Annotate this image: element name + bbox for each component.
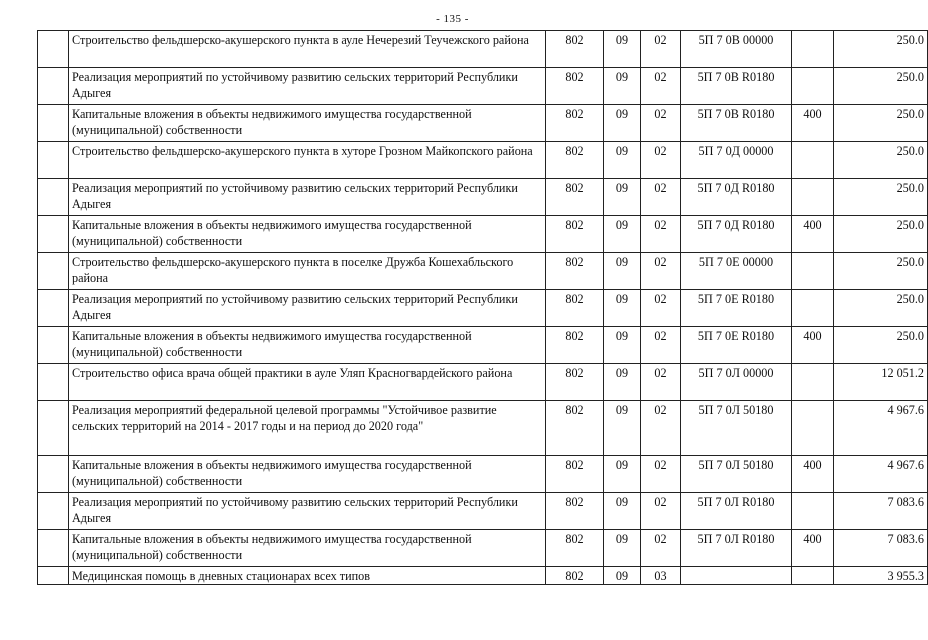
expense-type-cell [792,68,834,105]
ministry-code-cell: 802 [546,493,604,530]
item-name-cell: Строительство фельдшерско-акушерского пункта в поселке Дружба Кошехабльского района [69,253,546,290]
target-article-cell: 5П 7 0Е R0180 [681,290,792,327]
row-index-cell [38,31,69,68]
item-name-cell: Капитальные вложения в объекты недвижимого имущества государственной (муниципальной) собственности [69,216,546,253]
section-code-cell: 09 [604,31,641,68]
row-index-cell [38,567,69,585]
table-row [38,456,928,493]
row-index-cell [38,216,69,253]
item-name-cell: Реализация мероприятий по устойчивому развитию сельских территорий Республики Адыгея [69,493,546,530]
table-row [38,401,928,456]
expense-type-cell: 400 [792,456,834,493]
ministry-code-cell: 802 [546,105,604,142]
row-index-cell [38,456,69,493]
ministry-code-cell: 802 [546,142,604,179]
row-index-cell [38,290,69,327]
row-index-cell [38,253,69,290]
ministry-code-cell: 802 [546,179,604,216]
target-article-cell: 5П 7 0В 00000 [681,31,792,68]
subsection-code-cell: 02 [641,216,681,253]
item-name-cell: Строительство фельдшерско-акушерского пункта в ауле Нечерезий Теучежского района [69,31,546,68]
subsection-code-cell: 02 [641,493,681,530]
ministry-code-cell: 802 [546,31,604,68]
subsection-code-cell: 02 [641,68,681,105]
ministry-code-cell: 802 [546,364,604,401]
table-row [38,142,928,179]
item-name-cell: Реализация мероприятий по устойчивому развитию сельских территорий Республики Адыгея [69,179,546,216]
page-number: - 135 - [436,13,469,25]
item-name-cell: Капитальные вложения в объекты недвижимого имущества государственной (муниципальной) собственности [69,105,546,142]
amount-cell: 4 967.6 [834,456,928,493]
table-row [38,216,928,253]
section-code-cell: 09 [604,530,641,567]
expense-type-cell: 400 [792,327,834,364]
expense-type-cell [792,142,834,179]
amount-cell: 250.0 [834,253,928,290]
table-row [38,68,928,105]
item-name-cell: Капитальные вложения в объекты недвижимого имущества государственной (муниципальной) собственности [69,327,546,364]
target-article-cell: 5П 7 0Л R0180 [681,493,792,530]
section-code-cell: 09 [604,142,641,179]
section-code-cell: 09 [604,105,641,142]
subsection-code-cell: 02 [641,364,681,401]
subsection-code-cell: 02 [641,31,681,68]
subsection-code-cell: 02 [641,253,681,290]
section-code-cell: 09 [604,216,641,253]
ministry-code-cell: 802 [546,216,604,253]
amount-cell: 250.0 [834,105,928,142]
subsection-code-cell: 03 [641,567,681,585]
table-row [38,364,928,401]
target-article-cell: 5П 7 0Л R0180 [681,530,792,567]
item-name-cell: Реализация мероприятий по устойчивому развитию сельских территорий Республики Адыгея [69,68,546,105]
section-code-cell: 09 [604,401,641,456]
ministry-code-cell: 802 [546,68,604,105]
section-code-cell: 09 [604,456,641,493]
section-code-cell: 09 [604,364,641,401]
amount-cell: 250.0 [834,142,928,179]
expense-type-cell [792,567,834,585]
section-code-cell: 09 [604,567,641,585]
item-name-cell: Капитальные вложения в объекты недвижимого имущества государственной (муниципальной) собственности [69,530,546,567]
target-article-cell [681,567,792,585]
subsection-code-cell: 02 [641,530,681,567]
table-row [38,105,928,142]
table-row [38,567,928,585]
item-name-cell: Строительство офиса врача общей практики в ауле Уляп Красногвардейского района [69,364,546,401]
amount-cell: 250.0 [834,327,928,364]
ministry-code-cell: 802 [546,456,604,493]
item-name-cell: Реализация мероприятий федеральной целевой программы "Устойчивое развитие сельских территорий на 2014 - 2017 годы и на период до 2020 года" [69,401,546,456]
expense-type-cell: 400 [792,105,834,142]
table-row [38,31,928,68]
section-code-cell: 09 [604,493,641,530]
expense-type-cell [792,493,834,530]
expense-type-cell [792,253,834,290]
target-article-cell: 5П 7 0Д R0180 [681,216,792,253]
amount-cell: 12 051.2 [834,364,928,401]
subsection-code-cell: 02 [641,456,681,493]
expense-type-cell: 400 [792,530,834,567]
expense-type-cell [792,31,834,68]
target-article-cell: 5П 7 0Л 00000 [681,364,792,401]
amount-cell: 7 083.6 [834,493,928,530]
section-code-cell: 09 [604,68,641,105]
target-article-cell: 5П 7 0Л 50180 [681,401,792,456]
row-index-cell [38,142,69,179]
ministry-code-cell: 802 [546,567,604,585]
target-article-cell: 5П 7 0Д 00000 [681,142,792,179]
row-index-cell [38,401,69,456]
amount-cell: 250.0 [834,290,928,327]
target-article-cell: 5П 7 0В R0180 [681,68,792,105]
row-index-cell [38,179,69,216]
target-article-cell: 5П 7 0Е R0180 [681,327,792,364]
target-article-cell: 5П 7 0Л 50180 [681,456,792,493]
row-index-cell [38,68,69,105]
row-index-cell [38,327,69,364]
expense-type-cell [792,290,834,327]
table-row [38,179,928,216]
table-row [38,327,928,364]
row-index-cell [38,105,69,142]
expense-type-cell [792,364,834,401]
row-index-cell [38,364,69,401]
subsection-code-cell: 02 [641,105,681,142]
amount-cell: 4 967.6 [834,401,928,456]
expense-type-cell: 400 [792,216,834,253]
subsection-code-cell: 02 [641,327,681,364]
target-article-cell: 5П 7 0В R0180 [681,105,792,142]
subsection-code-cell: 02 [641,179,681,216]
ministry-code-cell: 802 [546,253,604,290]
target-article-cell: 5П 7 0Д R0180 [681,179,792,216]
item-name-cell: Реализация мероприятий по устойчивому развитию сельских территорий Республики Адыгея [69,290,546,327]
ministry-code-cell: 802 [546,327,604,364]
section-code-cell: 09 [604,253,641,290]
amount-cell: 7 083.6 [834,530,928,567]
amount-cell: 250.0 [834,31,928,68]
expense-type-cell [792,401,834,456]
item-name-cell: Капитальные вложения в объекты недвижимого имущества государственной (муниципальной) собственности [69,456,546,493]
table-row [38,290,928,327]
ministry-code-cell: 802 [546,290,604,327]
row-index-cell [38,493,69,530]
table-row [38,253,928,290]
table-row [38,530,928,567]
table-row [38,493,928,530]
ministry-code-cell: 802 [546,530,604,567]
amount-cell: 3 955.3 [834,567,928,585]
expense-type-cell [792,179,834,216]
item-name-cell: Строительство фельдшерско-акушерского пункта в хуторе Грозном Майкопского района [69,142,546,179]
item-name-cell: Медицинская помощь в дневных стационарах всех типов [69,567,546,585]
row-index-cell [38,530,69,567]
amount-cell: 250.0 [834,216,928,253]
subsection-code-cell: 02 [641,290,681,327]
section-code-cell: 09 [604,327,641,364]
subsection-code-cell: 02 [641,401,681,456]
budget-table-body [38,31,928,585]
budget-table [37,30,928,585]
target-article-cell: 5П 7 0Е 00000 [681,253,792,290]
amount-cell: 250.0 [834,68,928,105]
subsection-code-cell: 02 [641,142,681,179]
amount-cell: 250.0 [834,179,928,216]
ministry-code-cell: 802 [546,401,604,456]
section-code-cell: 09 [604,290,641,327]
section-code-cell: 09 [604,179,641,216]
